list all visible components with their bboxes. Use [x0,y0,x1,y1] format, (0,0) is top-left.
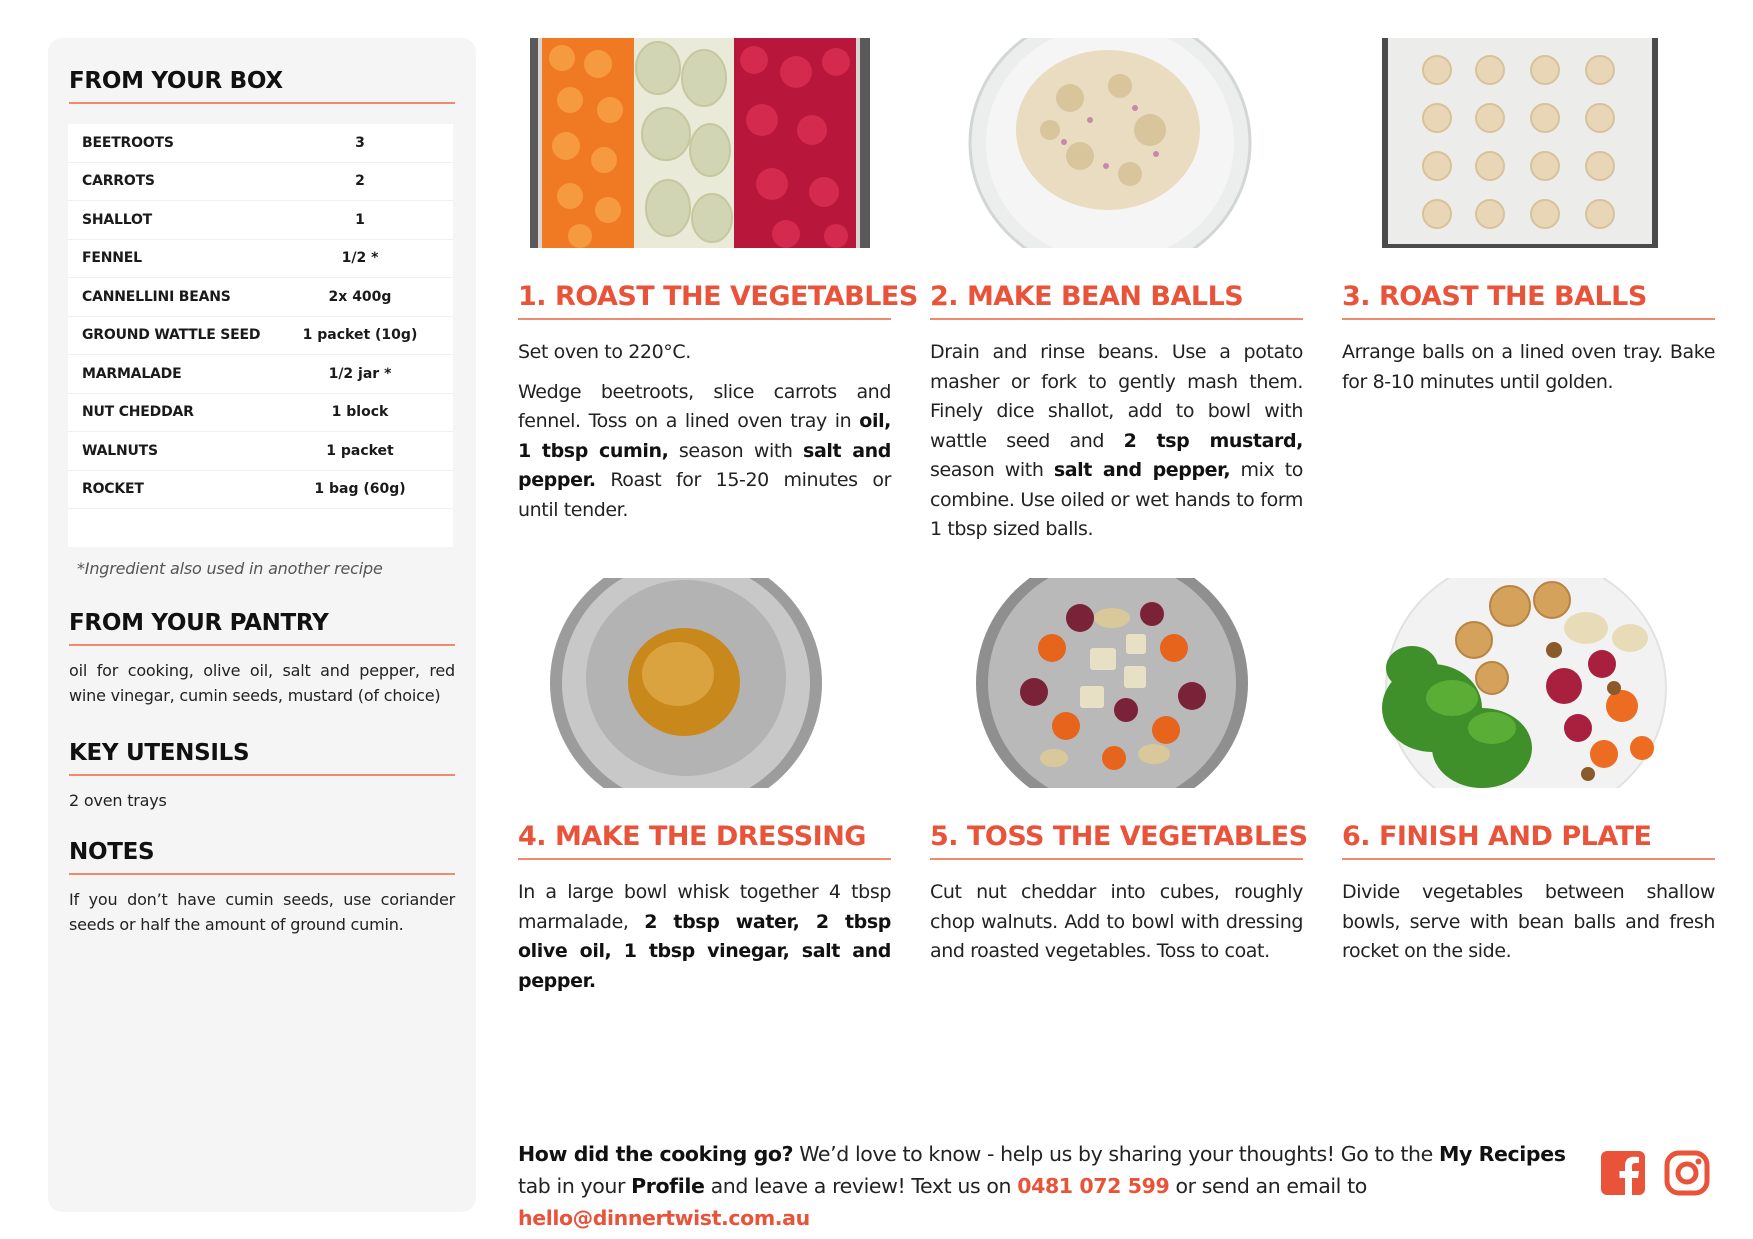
table-row [68,124,453,163]
ingredients-sidebar [48,38,476,1212]
step-1-para-1: Set oven to 220°C. [518,341,691,363]
review-footer [518,1138,1578,1234]
pantry-text: oil for cooking, olive oil, salt and pepper, red wine vinegar, cumin seeds, mustard (of choice) [69,661,455,705]
step-3-photo [1342,38,1715,248]
utensils-heading: KEY UTENSILS [69,740,455,776]
step-4-title: 4. MAKE THE DRESSING [518,821,891,860]
step-4-body [518,878,891,1006]
step-2-body [930,338,1303,555]
table-row [68,394,453,433]
text: season with [668,439,804,462]
box-ingredients-table [68,124,453,547]
pantry-heading: FROM YOUR PANTRY [69,610,455,646]
table-row [68,163,453,202]
step-5-body [930,878,1303,977]
table-row-empty [68,509,453,547]
text: We’d love to know - help us by sharing your thoughts! Go to the [793,1142,1439,1166]
ingredient-name: ROCKET [82,481,144,498]
table-row [68,355,453,394]
ingredient-qty: 1/2 * [341,250,379,267]
ingredient-name: BEETROOTS [82,134,174,151]
ingredient-qty: 1 [355,211,365,228]
step-5-para: Cut nut cheddar into cubes, roughly chop walnuts. Add to bowl with dressing and roasted vegetables. Toss to coat. [930,881,1303,962]
step-3-body [1342,338,1715,407]
text: In a large bowl whisk together 4 tbsp marmalade, [518,881,891,933]
step-5-title: 5. TOSS THE VEGETABLES [930,821,1303,860]
table-row [68,278,453,317]
notes-heading: NOTES [69,839,455,875]
footer-question: How did the cooking go? [518,1142,794,1166]
text: Roast for 15-20 minutes or until tender. [518,469,891,521]
notes-section [69,839,455,937]
ingredient-name: SHALLOT [82,211,153,228]
ingredient-name: MARMALADE [82,365,182,382]
step-1-title: 1. ROAST THE VEGETABLES [518,281,891,320]
table-row [68,471,453,510]
bold-text: 2 tbsp water, 2 tbsp olive oil, 1 tbsp vinegar, salt and pepper. [518,910,891,992]
text: mix to combine. Use oiled or wet hands to form 1 tbsp sized balls. [930,459,1304,540]
step-3-title: 3. ROAST THE BALLS [1342,281,1715,320]
step-6-body [1342,878,1715,977]
table-row [68,317,453,356]
notes-text: If you don’t have cumin seeds, use coriander seeds or half the amount of ground cumin. [69,890,455,934]
ingredient-qty: 1/2 jar * [328,365,392,382]
step-2-photo [930,38,1303,248]
ingredient-name: CANNELLINI BEANS [82,288,231,305]
step-6-para: Divide vegetables between shallow bowls, serve with bean balls and fresh rocket on the side. [1342,881,1715,962]
ingredient-name: CARROTS [82,173,155,190]
step-2-title: 2. MAKE BEAN BALLS [930,281,1303,320]
ingredient-name: NUT CHEDDAR [82,404,194,421]
step-1-body [518,338,891,535]
table-row [68,201,453,240]
ingredient-qty: 3 [355,134,365,151]
ingredient-qty: 2x 400g [328,288,392,305]
profile-label: Profile [631,1174,705,1198]
step-4-para [518,878,891,996]
my-recipes-label: My Recipes [1438,1142,1566,1166]
ingredient-qty: 1 block [331,404,389,421]
text: Drain and rinse beans. Use a potato masher or fork to gently mash them. Finely dice shallot, add to bowl with wattle seed and [930,341,1303,452]
bold-text: 2 tsp mustard, [1123,429,1303,452]
ingredient-name: WALNUTS [82,442,158,459]
step-2-para [930,338,1303,545]
text: season with [930,459,1054,481]
step-5-photo [930,578,1303,788]
pantry-section [69,610,455,708]
step-3-para: Arrange balls on a lined oven tray. Bake for 8-10 minutes until golden. [1342,341,1715,393]
table-row [68,240,453,279]
utensils-section [69,740,455,813]
ingredient-qty: 1 bag (60g) [314,481,406,498]
text: tab in your [518,1174,632,1198]
ingredient-qty: 1 packet (10g) [302,327,418,344]
text: and leave a review! Text us on [704,1174,1018,1198]
footnote: *Ingredient also used in another recipe [77,559,383,578]
box-heading: FROM YOUR BOX [69,68,455,104]
ingredient-qty: 2 [355,173,365,190]
step-6-title: 6. FINISH AND PLATE [1342,821,1715,860]
bold-text: oil, 1 tbsp cumin, [518,410,891,462]
ingredient-name: FENNEL [82,250,142,267]
bold-text: salt and pepper. [518,439,892,491]
table-row [68,432,453,471]
bold-text: salt and pepper, [1053,459,1231,481]
step-1-para-2 [518,378,891,526]
instagram-icon[interactable] [1664,1150,1710,1196]
step-4-photo [518,578,891,788]
ingredient-name: GROUND WATTLE SEED [82,327,261,344]
step-1-photo [518,38,891,248]
phone-link[interactable]: 0481 072 599 [1017,1174,1170,1198]
email-link[interactable]: hello@dinnertwist.com.au [518,1206,810,1230]
text: Wedge beetroots, slice carrots and fennel. Toss on a lined oven tray in [518,380,891,432]
step-6-photo [1342,578,1715,788]
text: or send an email to [1169,1174,1367,1198]
facebook-icon[interactable] [1600,1150,1646,1196]
ingredient-qty: 1 packet [326,442,394,459]
utensils-text: 2 oven trays [69,791,167,810]
